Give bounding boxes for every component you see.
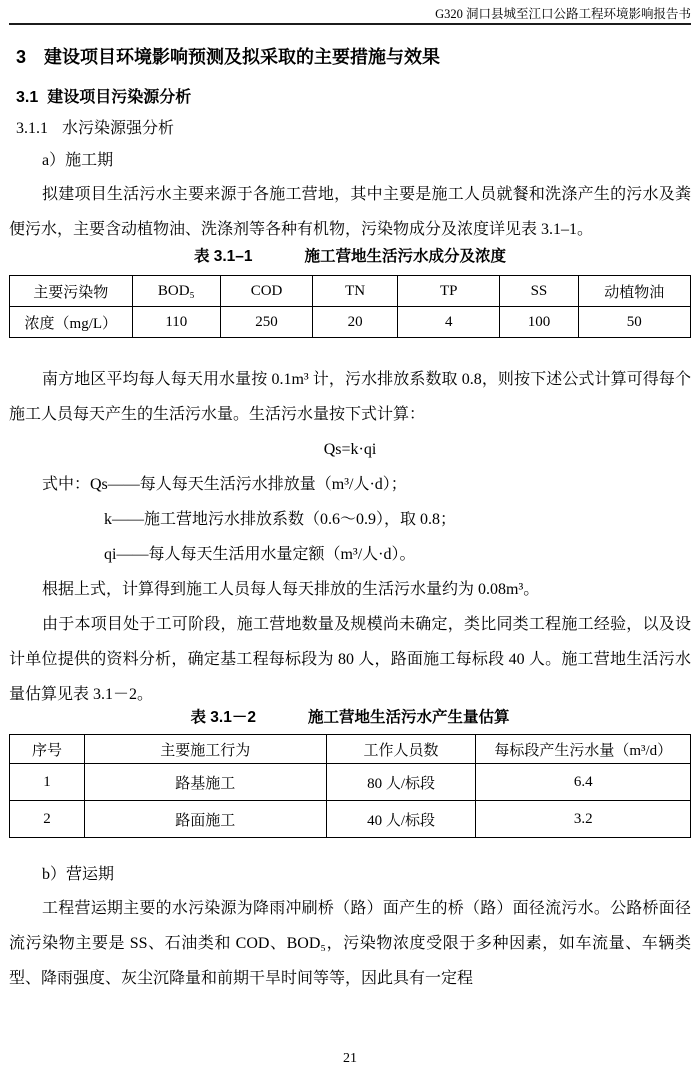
heading-number: 3.1 [16,89,39,106]
formula-qs: Qs=k·qi [323,441,377,458]
formula-where-k: k——施工营地污水排放系数（0.6～0.9），取 0.8； [104,511,457,528]
caption-title: 施工营地生活污水产生量估算 [307,709,510,726]
paragraph-construction-sewage: 拟建项目生活污水主要来源于各施工营地，其中主要是施工人员就餐和洗涤产生的污水及粪便污水，主要含动植物油、洗涤剂等各种有机物，污染物成分及浓度详见表 3.1–1。 [9,186,691,238]
header-cell: TP [398,276,500,307]
data-cell: 1 [10,764,85,801]
data-cell: 100 [500,307,578,338]
data-cell: 2 [10,801,85,838]
table-row [10,764,691,801]
table-row [10,735,691,764]
heading-text: 建设项目污染源分析 [47,89,192,106]
heading-text: 水污染源强分析 [62,120,175,137]
header-cell: SS [500,276,578,307]
page-header [9,8,691,21]
paragraph-result: 根据上式，计算得到施工人员每人每天排放的生活污水量约为 0.08m³。 [42,581,540,598]
wastewater-estimate-table [9,734,691,838]
section-heading-2 [16,88,691,108]
data-cell: 80 人/标段 [326,764,476,801]
header-title: G320 洞口县城至江口公路工程环境影响报告书 [435,7,691,21]
header-cell: 动植物油 [578,276,690,307]
header-rule [9,23,691,25]
subsection-label-a: a）施工期 [42,152,114,169]
page-number: 21 [343,1051,357,1066]
paragraph-water-usage: 南方地区平均每人每天用水量按 0.1m³ 计，污水排放系数取 0.8，则按下述公式计算可得每个施工人员每天产生的生活污水量。生活污水量按下式计算： [9,371,691,423]
header-cell: COD [221,276,313,307]
heading-text: 建设项目环境影响预测及拟采取的主要措施与效果 [44,47,441,67]
table-caption-1 [9,247,691,267]
section-heading-3 [16,119,691,139]
header-cell: 主要污染物 [10,276,133,307]
data-cell: 20 [313,307,398,338]
section-heading-1 [16,45,691,69]
caption-label: 表 3.1–1 [193,248,253,265]
table-row [10,307,691,338]
header-cell: BOD₅ [132,276,221,307]
table-row [10,276,691,307]
data-cell: 3.2 [476,801,691,838]
wastewater-composition-table [9,275,691,338]
data-cell: 4 [398,307,500,338]
data-cell: 110 [132,307,221,338]
caption-title: 施工营地生活污水成分及浓度 [304,248,507,265]
data-cell: 浓度（mg/L） [10,307,133,338]
subsection-label-b: b）营运期 [42,866,115,883]
header-cell: 工作人员数 [326,735,476,764]
data-cell: 路面施工 [84,801,326,838]
header-cell: 每标段产生污水量（m³/d） [476,735,691,764]
data-cell: 250 [221,307,313,338]
caption-label: 表 3.1－2 [190,709,256,726]
header-cell: 主要施工行为 [84,735,326,764]
paragraph-camp-estimate: 由于本项目处于工可阶段，施工营地数量及规模尚未确定，类比同类工程施工经验，以及设计单位提供的资料分析，确定基工程每标段为 80 人，路面施工每标段 40 人。施工营地生活污水量估算见表 3.1－2。 [9,616,691,703]
header-cell: 序号 [10,735,85,764]
paragraph-operation-runoff: 工程营运期主要的水污染源为降雨冲刷桥（路）面产生的桥（路）面径流污水。公路桥面径流污染物主要是 SS、石油类和 COD、BOD₅，污染物浓度受限于多种因素，如车流量、车辆类型、降雨强度、灰尘沉降量和前期干旱时间等等，因此具有一定程 [9,900,691,987]
data-cell: 50 [578,307,690,338]
formula-where-qi: qi——每人每天生活用水量定额（m³/人·d）。 [104,546,416,563]
heading-number: 3.1.1 [16,120,48,137]
data-cell: 6.4 [476,764,691,801]
header-cell: TN [313,276,398,307]
heading-number: 3 [16,47,27,67]
data-cell: 40 人/标段 [326,801,476,838]
data-cell: 路基施工 [84,764,326,801]
table-row [10,801,691,838]
formula-where-qs: 式中：Qs——每人每天生活污水排放量（m³/人·d）； [42,476,407,493]
